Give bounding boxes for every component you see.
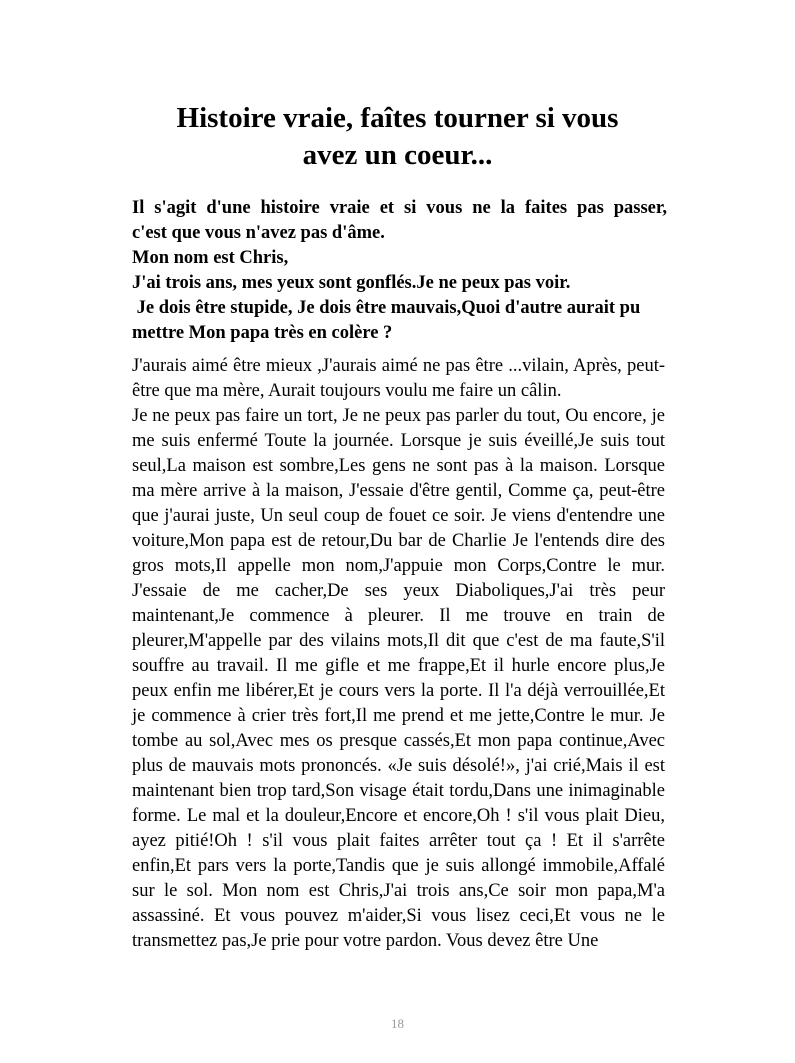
intro-line: c'est que vous n'avez pas d'âme. [132, 223, 385, 243]
intro-paragraph [132, 196, 667, 346]
title-line-1: Histoire vraie, faîtes tourner si vous [176, 102, 619, 134]
intro-line: mettre Mon papa très en colère ? [132, 323, 393, 343]
page-number: 18 [391, 1016, 404, 1031]
title-line-2: avez un coeur... [302, 139, 493, 171]
story-paragraph: J'aurais aimé être mieux ,J'aurais aimé ne pas être ...vilain, Après, peut-être que ma mère, Aurait toujours voulu me faire un câlin. [132, 356, 665, 401]
intro-line: Je dois être stupide, Je dois être mauvais,Quoi d'autre aurait pu [132, 298, 641, 318]
intro-line: Il s'agit d'une histoire vraie et si vous ne la faites pas passer, [132, 198, 667, 218]
story-paragraph: Je ne peux pas faire un tort, Je ne peux pas parler du tout, Ou encore, je me suis enfermé Toute la journée. Lorsque je suis éveillé,Je suis tout seul,La maison est sombre,Les gens ne sont pas à la maison. Lorsque ma mère arrive à la maison, J'essaie d'être gentil, Comme ça, peut-être que j'aurai juste, Un seul coup de fouet ce soir. Je viens d'entendre une voiture,Mon papa est de retour,Du bar de Charlie Je l'entends dire des gros mots,Il appelle mon nom,J'appuie mon Corps,Contre le mur. J'essaie de me cacher,De ses yeux Diaboliques,J'ai très peur maintenant,Je commence à pleurer. Il me trouve en train de pleurer,M'appelle par des vilains mots,Il dit que c'est de ma faute,S'il souffre au travail. Il me gifle et me frappe,Et il hurle encore plus,Je peux enfin me libérer,Et je cours vers la porte. Il l'a déjà verrouillée,Et je commence à crier très fort,Il me prend et me jette,Contre le mur. Je tombe au sol,Avec mes os presque cassés,Et mon papa continue,Avec plus de mauvais mots prononcés. «Je suis désolé!», j'ai crié,Mais il est maintenant bien trop tard,Son visage était tordu,Dans une inimaginable forme. Le mal et la douleur,Encore et encore,Oh ! s'il vous plait Dieu, ayez pitié!Oh ! s'il vous plait faites arrêter tout ça ! Et il s'arrête enfin,Et pars vers la porte,Tandis que je suis allongé immobile,Affalé sur le sol. Mon nom est Chris,J'ai trois ans,Ce soir mon papa,M'a assassiné. Et vous pouvez m'aider,Si vous lisez ceci,Et vous ne le transmettez pas,Je prie pour votre pardon. Vous devez être Une [132, 406, 665, 951]
story-body [132, 354, 665, 954]
page-title [130, 100, 665, 174]
intro-line: Mon nom est Chris, [132, 248, 289, 268]
intro-line: J'ai trois ans, mes yeux sont gonflés.Je ne peux pas voir. [132, 273, 571, 293]
